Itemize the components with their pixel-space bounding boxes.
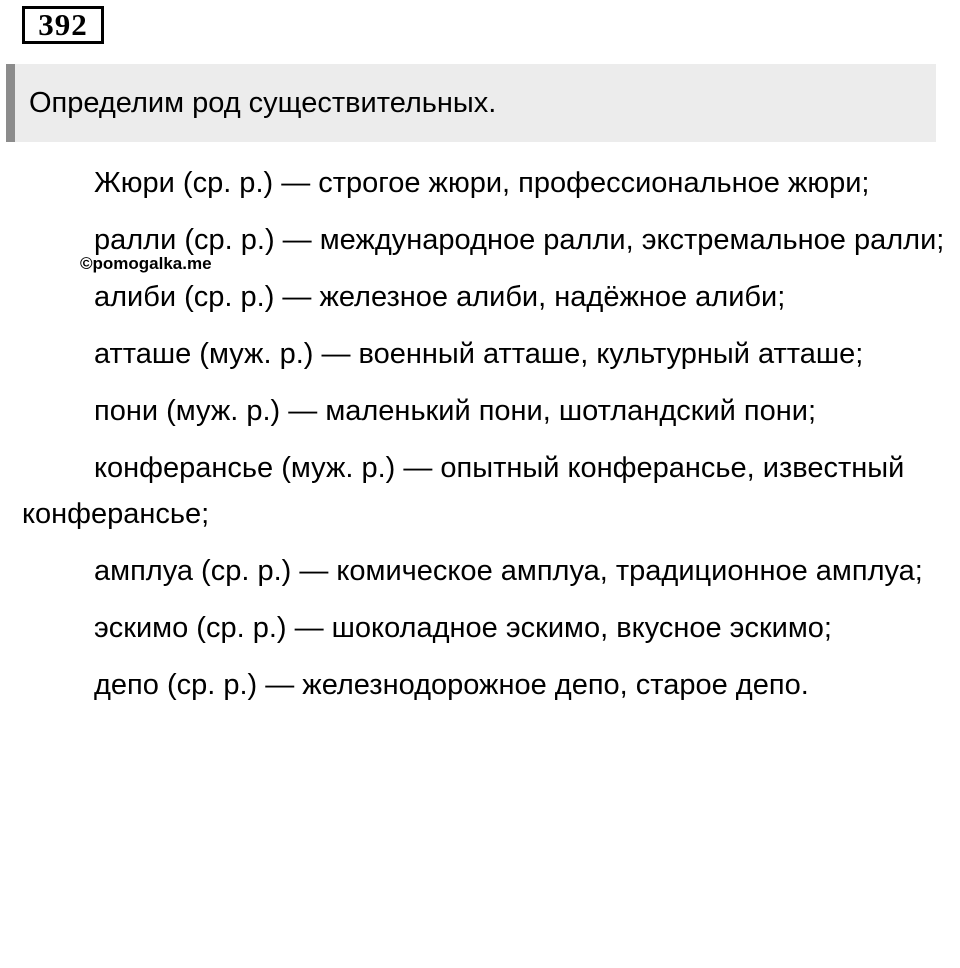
watermark: ©pomogalka.me (80, 254, 212, 273)
intro-banner (6, 64, 936, 142)
answer-entry-8: эскимо (ср. р.) — шоколадное эскимо, вкусное эскимо; (94, 612, 832, 644)
answer-entry-1: Жюри (ср. р.) — строгое жюри, профессиональное жюри; (94, 167, 870, 199)
answer-entry-5: пони (муж. р.) — маленький пони, шотландский пони; (94, 395, 816, 427)
answer-entry-9: депо (ср. р.) — железнодорожное депо, старое депо. (94, 669, 809, 701)
answer-entry-6: конферансье (муж. р.) — опытный конферансье, известный конферансье; (22, 452, 905, 530)
answer-entry-3: алиби (ср. р.) — железное алиби, надёжное алиби; (94, 281, 786, 313)
answer-entry-7: амплуа (ср. р.) — комическое амплуа, традиционное амплуа; (94, 555, 923, 587)
intro-text: Определим род существительных. (29, 87, 497, 119)
task-number: 392 (22, 6, 104, 44)
answer-list (22, 160, 957, 719)
answer-entry-2: ралли (ср. р.) — международное ралли, экстремальное ралли; (94, 224, 945, 256)
answer-entry-4: атташе (муж. р.) — военный атташе, культурный атташе; (94, 338, 864, 370)
